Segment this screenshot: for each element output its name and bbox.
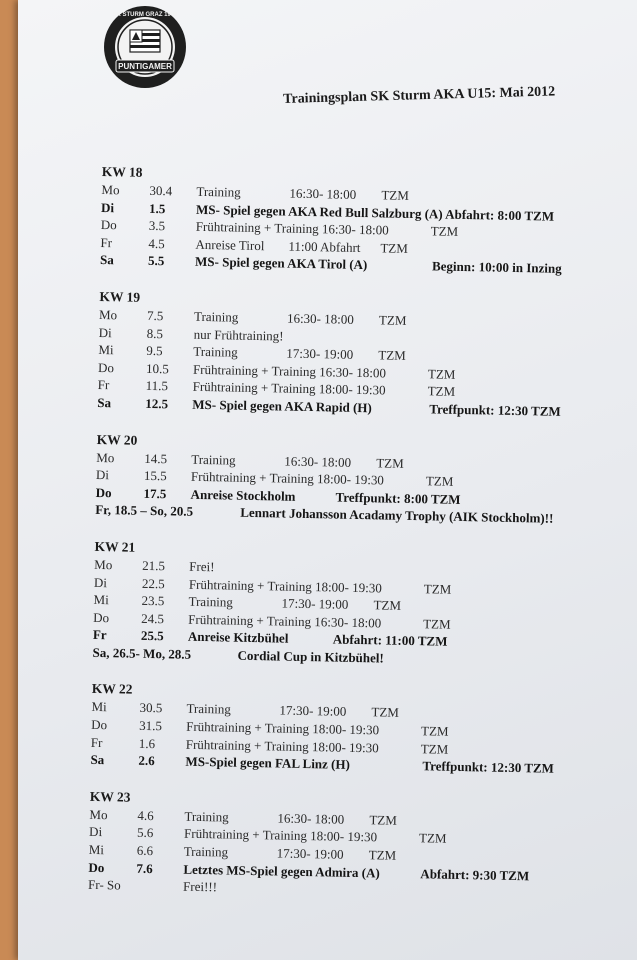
description: Frühtraining + Training 18:00- 19:30 — [192, 379, 386, 398]
description: Frei! — [189, 558, 215, 575]
day-label: Mo — [98, 306, 118, 323]
date-label: 8.5 — [146, 325, 164, 341]
week-block — [90, 679, 612, 778]
extra-info: TZM — [418, 830, 447, 847]
description: Frühtraining + Training 18:00- 19:30 — [188, 576, 382, 595]
time-range: 17:30- 19:00 — [279, 702, 347, 720]
date-label: 30.4 — [149, 182, 173, 199]
day-label: Mo — [89, 806, 108, 823]
time-range: 17:30- 19:00 — [286, 345, 354, 363]
description: MS- Spiel gegen AKA Tirol (A) — [194, 254, 368, 273]
day-label: Di — [95, 467, 110, 483]
date-label: 2.6 — [138, 753, 155, 769]
day-label: Di — [88, 824, 103, 840]
description: nur Frühtraining! — [193, 326, 284, 344]
week-block — [88, 787, 610, 904]
location: TZM — [376, 454, 404, 471]
week-block — [95, 429, 617, 528]
location: TZM — [368, 847, 397, 863]
day-label: Sa — [99, 252, 114, 268]
date-label: 7.5 — [146, 307, 164, 324]
week-block — [97, 287, 619, 422]
day-label: Fr — [92, 627, 107, 643]
time-range: 16:30- 18:00 — [277, 810, 345, 827]
description: Frühtraining + Training 16:30- 18:00 — [192, 361, 387, 381]
date-range: Fr, 18.5 – So, 20.5 — [95, 502, 194, 520]
week-heading: KW 21 — [94, 538, 136, 555]
logo-ring-text: SK STURM GRAZ 1909 — [112, 12, 178, 18]
meeting-info: Abfahrt: 11:00 TZM — [332, 631, 448, 650]
paper-sheet — [18, 0, 637, 960]
description: Frühtraining + Training 18:00- 19:30 — [190, 468, 385, 488]
description: Training — [188, 593, 234, 610]
description: Training — [191, 451, 236, 468]
description: Frei!!! — [182, 878, 218, 895]
day-label: Fr — [97, 377, 110, 393]
day-label: Fr — [100, 234, 113, 250]
date-label: 22.5 — [141, 575, 165, 591]
day-label: Do — [95, 484, 112, 500]
day-label: Do — [91, 716, 108, 733]
club-logo — [102, 4, 188, 90]
time-range: 17:30- 19:00 — [281, 595, 349, 612]
date-label: 31.5 — [139, 717, 163, 734]
extra-info: Treffpunkt: 12:30 TZM — [422, 758, 555, 777]
time-range: 16:30- 18:00 — [284, 453, 352, 470]
date-label: 12.5 — [145, 395, 169, 412]
extra-info: TZM — [427, 366, 456, 382]
description: Frühtraining + Training 16:30- 18:00 — [195, 219, 389, 238]
extra-info: Treffpunkt: 12:30 TZM — [429, 401, 561, 419]
description: MS- Spiel gegen AKA Rapid (H) — [192, 396, 372, 416]
date-label: 25.5 — [140, 628, 164, 644]
week-heading: KW 23 — [89, 788, 131, 805]
day-label: Sa — [97, 394, 112, 411]
time-range: 16:30- 18:00 — [286, 310, 354, 327]
day-label: Di — [93, 574, 108, 590]
description: Anreise Kitzbühel — [187, 629, 289, 646]
date-label: 21.5 — [142, 557, 166, 574]
time-range: 16:30- 18:00 — [289, 185, 357, 202]
location: TZM — [380, 240, 408, 256]
location: TZM — [378, 312, 407, 328]
description: Training — [193, 308, 239, 325]
date-label: 4.6 — [137, 807, 154, 823]
extra-info: TZM — [420, 723, 449, 739]
description: Frühtraining + Training 18:00- 19:30 — [183, 826, 378, 845]
day-label: Do — [93, 609, 110, 625]
location: TZM — [373, 597, 402, 613]
date-label: 11.5 — [145, 378, 169, 394]
description: Letztes MS-Spiel gegen Admira (A) — [183, 861, 380, 881]
day-label: Di — [98, 324, 112, 340]
event-name: Cordial Cup in Kitzbühel! — [237, 647, 384, 666]
day-label: Mi — [88, 841, 105, 858]
date-label: 10.5 — [145, 360, 169, 377]
day-label: Do — [88, 859, 105, 875]
extra-info: TZM — [425, 473, 454, 489]
date-label: 30.5 — [139, 700, 163, 716]
week-heading: KW 20 — [96, 431, 138, 448]
time-range: 11:00 Abfahrt — [288, 238, 361, 255]
day-label: Fr — [90, 734, 103, 750]
description: Anreise Stockholm — [190, 486, 296, 504]
date-label: 7.6 — [136, 860, 153, 876]
week-heading: KW 19 — [99, 288, 141, 305]
schedule — [88, 162, 622, 922]
extra-info: Beginn: 10:00 in Inzing — [431, 258, 562, 277]
location: TZM — [381, 187, 410, 203]
date-label: 15.5 — [143, 467, 167, 484]
date-label: 14.5 — [144, 450, 168, 466]
date-label: 3.5 — [148, 218, 166, 234]
page-title: Trainingsplan SK Sturm AKA U15: Mai 2012 — [283, 84, 556, 107]
day-label: Mi — [98, 342, 114, 358]
day-label: Di — [100, 199, 115, 215]
day-label: Mi — [93, 592, 109, 608]
description: Frühtraining + Training 18:00- 19:30 — [185, 736, 379, 756]
extra-info: TZM — [423, 615, 451, 632]
date-label: 9.5 — [146, 343, 163, 359]
date-range: Sa, 26.5- Mo, 28.5 — [92, 644, 192, 662]
description: MS- Spiel gegen AKA Red Bull Salzburg (A) Abfahrt: 8:00 TZM — [195, 201, 555, 224]
day-label: Fr- So — [87, 877, 121, 893]
extra-info: TZM — [420, 740, 449, 757]
day-label: Mi — [91, 699, 107, 715]
week-block — [100, 162, 622, 279]
date-label: 6.6 — [136, 842, 154, 859]
extra-info: TZM — [423, 580, 452, 597]
week-heading: KW 22 — [91, 681, 133, 698]
description: Training — [184, 808, 229, 825]
description: Anreise Tirol — [195, 236, 265, 253]
day-label: Do — [100, 217, 117, 233]
extra-info: TZM — [427, 383, 456, 400]
description: Training — [186, 701, 231, 718]
description: Frühtraining + Training 16:30- 18:00 — [188, 611, 382, 631]
date-label: 24.5 — [141, 610, 165, 626]
description: Training — [196, 183, 241, 200]
location: TZM — [371, 704, 400, 721]
extra-info: Abfahrt: 9:30 TZM — [420, 865, 530, 883]
logo-banner-text: PUNTIGAMER — [118, 62, 172, 71]
event-name: Lennart Johansson Acadamy Trophy (AIK Stockholm)!! — [240, 505, 554, 527]
description: Training — [183, 843, 229, 860]
day-label: Mo — [96, 449, 115, 465]
date-label: 5.5 — [147, 253, 165, 269]
date-label: 17.5 — [143, 485, 167, 502]
description: MS-Spiel gegen FAL Linz (H) — [185, 753, 351, 773]
meeting-info: Treffpunkt: 8:00 TZM — [335, 489, 461, 507]
date-label: 4.5 — [148, 235, 165, 251]
day-label: Mo — [101, 181, 120, 198]
location: TZM — [369, 812, 398, 828]
location: TZM — [378, 347, 406, 364]
week-heading: KW 18 — [101, 163, 143, 180]
date-label: 1.5 — [148, 200, 166, 216]
date-label: 23.5 — [141, 592, 165, 609]
date-label: 5.6 — [136, 825, 154, 841]
time-range: 17:30- 19:00 — [276, 845, 344, 862]
date-label: 1.6 — [138, 735, 156, 751]
description: Frühtraining + Training 18:00- 19:30 — [186, 718, 380, 738]
extra-info: TZM — [430, 223, 459, 240]
week-block — [92, 537, 614, 672]
description: Training — [193, 343, 238, 360]
day-label: Mo — [94, 556, 113, 573]
day-label: Do — [97, 359, 115, 376]
day-label: Sa — [90, 752, 105, 768]
